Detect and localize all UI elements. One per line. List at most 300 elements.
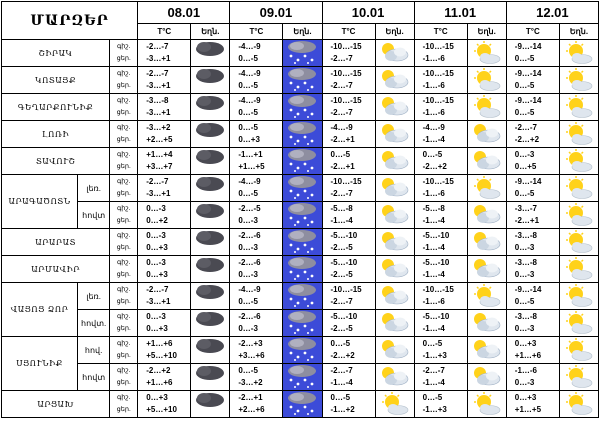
time-of-day-labels xyxy=(110,310,138,337)
night-temperature: -2…-5 xyxy=(238,204,261,213)
night-temperature: -4…-9 xyxy=(238,96,261,105)
day-temperature: 0…+3 xyxy=(238,135,260,144)
temperature-values xyxy=(414,67,467,94)
temperature-values xyxy=(506,175,559,202)
temperature-values xyxy=(138,40,191,67)
partly-cloudy-icon xyxy=(470,149,504,173)
day-temperature: +1…+6 xyxy=(146,378,173,387)
time-of-day-labels xyxy=(110,121,138,148)
temperature-values xyxy=(506,148,559,175)
sunny-icon xyxy=(470,41,504,65)
temperature-values xyxy=(322,94,375,121)
weather-cell xyxy=(375,283,414,310)
day-temperature: -3…+2 xyxy=(238,378,263,387)
temperature-values xyxy=(322,121,375,148)
region-name: ԱՐԱԳԱԾՈՏՆ xyxy=(2,175,78,229)
night-temperature: -9…-14 xyxy=(514,177,542,186)
day-temperature: +1…+6 xyxy=(514,351,542,360)
weather-cell xyxy=(191,310,230,337)
temperature-values xyxy=(322,391,375,418)
partly-cloudy-icon xyxy=(378,338,412,362)
temperature-subheader: T°C xyxy=(138,24,191,40)
weather-subheader: Եղն. xyxy=(375,24,414,40)
weather-cell xyxy=(191,67,230,94)
sunny-icon xyxy=(562,41,596,65)
night-temperature: -10…-15 xyxy=(422,96,454,105)
heavy-snow-icon xyxy=(283,283,321,309)
weather-cell xyxy=(191,283,230,310)
day-temperature: -1…-6 xyxy=(422,54,445,63)
heavy-snow-icon xyxy=(283,202,321,228)
day-temperature: -2…+2 xyxy=(514,135,540,144)
night-temperature: -2…-6 xyxy=(238,258,261,267)
snow-icon xyxy=(191,41,229,65)
sunny-icon xyxy=(562,149,596,173)
weather-cell xyxy=(559,175,598,202)
night-temperature: -10…-15 xyxy=(422,285,454,294)
weather-cell xyxy=(467,310,506,337)
subregion-label: լեռ. xyxy=(78,283,110,310)
temperature-values xyxy=(322,202,375,229)
table-row xyxy=(2,310,599,337)
day-temperature: -1…-6 xyxy=(422,297,445,306)
heavy-snow-icon xyxy=(283,148,321,174)
night-label: գիշ. xyxy=(116,124,131,131)
sunny-icon xyxy=(562,338,596,362)
night-temperature: -10…-15 xyxy=(330,69,362,78)
weather-cell xyxy=(467,175,506,202)
night-label: գիշ. xyxy=(116,259,131,266)
night-temperature: -2…-6 xyxy=(238,231,261,240)
day-temperature: -2…-5 xyxy=(330,243,353,252)
weather-cell xyxy=(559,310,598,337)
temperature-values xyxy=(506,337,559,364)
night-temperature: -5…-10 xyxy=(330,231,358,240)
night-temperature: +1…+6 xyxy=(146,339,173,348)
temperature-values xyxy=(138,67,191,94)
night-temperature: -5…-10 xyxy=(330,312,358,321)
table-row xyxy=(2,121,599,148)
temperature-values xyxy=(322,229,375,256)
day-temperature: 0…-5 xyxy=(514,189,535,198)
temperature-values xyxy=(414,364,467,391)
weather-cell xyxy=(191,337,230,364)
temperature-values xyxy=(506,310,559,337)
day-label: ցեր. xyxy=(116,298,131,305)
night-label: գիշ. xyxy=(116,286,131,293)
day-temperature: 0…-5 xyxy=(514,108,535,117)
weather-cell xyxy=(283,202,322,229)
temperature-values xyxy=(138,310,191,337)
sunny-icon xyxy=(562,257,596,281)
night-label: գիշ. xyxy=(116,43,131,50)
day-temperature: -2…-5 xyxy=(330,324,353,333)
day-label: ցեր. xyxy=(116,82,131,89)
weather-cell xyxy=(283,94,322,121)
weather-cell xyxy=(191,229,230,256)
snow-icon xyxy=(191,176,229,200)
night-temperature: -4…-9 xyxy=(422,123,445,132)
temperature-values xyxy=(414,310,467,337)
night-temperature: -5…-10 xyxy=(422,258,450,267)
temperature-values xyxy=(322,67,375,94)
day-temperature: -3…+1 xyxy=(146,81,171,90)
weather-cell xyxy=(191,148,230,175)
weather-cell xyxy=(375,94,414,121)
temperature-values xyxy=(322,40,375,67)
weather-cell xyxy=(375,67,414,94)
day-temperature: -2…-7 xyxy=(330,189,353,198)
temperature-values xyxy=(414,175,467,202)
snow-icon xyxy=(191,311,229,335)
temperature-values xyxy=(414,94,467,121)
night-temperature: -2…+2 xyxy=(146,366,171,375)
temperature-values xyxy=(414,229,467,256)
time-of-day-labels xyxy=(110,337,138,364)
day-temperature: -2…-7 xyxy=(330,297,353,306)
weather-cell xyxy=(283,67,322,94)
temperature-values xyxy=(322,283,375,310)
day-temperature: +5…+10 xyxy=(146,351,177,360)
table-row xyxy=(2,175,599,202)
temperature-values xyxy=(138,229,191,256)
night-temperature: -10…-15 xyxy=(330,285,362,294)
weather-cell xyxy=(559,229,598,256)
night-temperature: 0…-5 xyxy=(330,339,351,348)
sunny-icon xyxy=(562,68,596,92)
day-temperature: 0…-5 xyxy=(238,81,258,90)
sunny-icon xyxy=(470,176,504,200)
day-temperature: -1…+3 xyxy=(422,405,447,414)
temperature-values xyxy=(414,148,467,175)
time-of-day-labels xyxy=(110,94,138,121)
weather-cell xyxy=(559,40,598,67)
day-temperature: -2…+2 xyxy=(422,162,447,171)
day-label: ցեր. xyxy=(116,379,131,386)
temperature-values xyxy=(322,364,375,391)
weather-cell xyxy=(283,310,322,337)
weather-cell xyxy=(559,337,598,364)
table-row xyxy=(2,67,599,94)
night-temperature: 0…-3 xyxy=(146,258,166,267)
subregion-label: հով. xyxy=(78,337,110,364)
weather-cell xyxy=(467,229,506,256)
day-temperature: -3…+1 xyxy=(146,189,171,198)
temperature-values xyxy=(230,391,283,418)
weather-cell xyxy=(283,337,322,364)
night-temperature: 0…-5 xyxy=(238,366,258,375)
region-name: ԱՐԱՐԱՏ xyxy=(2,229,110,256)
subregion-label: հովտ xyxy=(78,364,110,391)
heavy-snow-icon xyxy=(283,229,321,255)
day-temperature: 0…-3 xyxy=(514,270,535,279)
weather-cell xyxy=(559,391,598,418)
sunny-icon xyxy=(562,203,596,227)
temperature-values xyxy=(506,256,559,283)
temperature-values xyxy=(414,202,467,229)
day-temperature: +2…+5 xyxy=(146,135,173,144)
day-temperature: -2…+2 xyxy=(330,351,355,360)
temperature-values xyxy=(322,337,375,364)
temperature-values xyxy=(506,229,559,256)
date-header: 11.01 xyxy=(414,2,506,24)
subregion-label: լեռ. xyxy=(78,175,110,202)
table-row xyxy=(2,283,599,310)
night-temperature: -5…-10 xyxy=(422,312,450,321)
subregion-label: հովտ. xyxy=(78,310,110,337)
day-temperature: -3…+1 xyxy=(146,108,171,117)
partly-cloudy-icon xyxy=(470,338,504,362)
day-temperature: -1…-4 xyxy=(330,216,353,225)
weather-cell xyxy=(559,121,598,148)
day-temperature: -1…-4 xyxy=(422,270,445,279)
night-temperature: -3…+2 xyxy=(146,123,171,132)
partly-cloudy-icon xyxy=(378,365,412,389)
temperature-subheader: T°C xyxy=(230,24,283,40)
night-temperature: 0…-5 xyxy=(422,393,443,402)
snow-icon xyxy=(191,365,229,389)
weather-cell xyxy=(375,175,414,202)
weather-cell xyxy=(559,283,598,310)
table-row xyxy=(2,202,599,229)
night-temperature: -4…-9 xyxy=(330,123,353,132)
night-label: գիշ. xyxy=(116,97,131,104)
day-temperature: 0…-3 xyxy=(238,216,258,225)
night-temperature: 0…-5 xyxy=(330,393,351,402)
night-temperature: 0…+3 xyxy=(514,393,537,402)
temperature-values xyxy=(506,67,559,94)
time-of-day-labels xyxy=(110,148,138,175)
region-name: ԿՈՏԱՅՔ xyxy=(2,67,110,94)
temperature-values xyxy=(506,202,559,229)
night-label: գիշ. xyxy=(116,178,131,185)
temperature-values xyxy=(230,94,283,121)
partly-cloudy-icon xyxy=(378,122,412,146)
night-temperature: +1…+4 xyxy=(146,150,173,159)
night-temperature: -2…-6 xyxy=(238,312,261,321)
night-temperature: 0…-5 xyxy=(422,150,443,159)
time-of-day-labels xyxy=(110,40,138,67)
time-of-day-labels xyxy=(110,364,138,391)
sunny-icon xyxy=(562,230,596,254)
snow-icon xyxy=(191,284,229,308)
date-header: 10.01 xyxy=(322,2,414,24)
time-of-day-labels xyxy=(110,202,138,229)
temperature-subheader: T°C xyxy=(414,24,467,40)
sunny-icon xyxy=(470,95,504,119)
day-label: ցեր. xyxy=(116,271,131,278)
temperature-subheader: T°C xyxy=(506,24,559,40)
weather-cell xyxy=(375,337,414,364)
partly-cloudy-icon xyxy=(378,176,412,200)
sunny-icon xyxy=(562,122,596,146)
snow-icon xyxy=(191,95,229,119)
heavy-snow-icon xyxy=(283,310,321,336)
weather-cell xyxy=(375,40,414,67)
weather-cell xyxy=(375,310,414,337)
heavy-snow-icon xyxy=(283,337,321,363)
night-temperature: 0…+3 xyxy=(146,393,168,402)
day-label: ցեր. xyxy=(116,109,131,116)
weather-cell xyxy=(191,94,230,121)
weather-cell xyxy=(375,364,414,391)
weather-cell xyxy=(375,202,414,229)
weather-cell xyxy=(467,364,506,391)
day-temperature: -1…+3 xyxy=(422,351,447,360)
weather-cell xyxy=(375,148,414,175)
weather-cell xyxy=(191,175,230,202)
temperature-values xyxy=(230,175,283,202)
day-temperature: -3…+1 xyxy=(146,297,171,306)
temperature-values xyxy=(138,148,191,175)
temperature-values xyxy=(414,337,467,364)
day-temperature: +2…+6 xyxy=(238,405,265,414)
night-temperature: -10…-15 xyxy=(330,96,362,105)
time-of-day-labels xyxy=(110,256,138,283)
night-temperature: -3…-7 xyxy=(514,204,538,213)
weather-cell xyxy=(467,256,506,283)
night-temperature: -10…-15 xyxy=(422,177,454,186)
time-of-day-labels xyxy=(110,229,138,256)
heavy-snow-icon xyxy=(283,364,321,390)
subregion-label: հովտ xyxy=(78,202,110,229)
heavy-snow-icon xyxy=(283,121,321,147)
sunny-icon xyxy=(562,95,596,119)
snow-icon xyxy=(191,338,229,362)
weather-cell xyxy=(467,202,506,229)
day-temperature: -1…-4 xyxy=(422,324,445,333)
night-temperature: 0…-5 xyxy=(422,339,443,348)
weather-cell xyxy=(191,364,230,391)
weather-cell xyxy=(467,337,506,364)
night-temperature: -10…-15 xyxy=(330,177,362,186)
night-temperature: -5…-10 xyxy=(330,258,358,267)
day-label: ցեր. xyxy=(116,217,131,224)
region-name: ՏԱՎՈՒՇ xyxy=(2,148,110,175)
weather-cell xyxy=(467,94,506,121)
sunny-icon xyxy=(562,365,596,389)
day-temperature: 0…-3 xyxy=(238,270,258,279)
weather-cell xyxy=(283,283,322,310)
partly-cloudy-icon xyxy=(470,257,504,281)
heavy-snow-icon xyxy=(283,391,321,417)
night-temperature: 0…-3 xyxy=(146,231,166,240)
weather-cell xyxy=(375,391,414,418)
region-name: ՍՅՈՒՆԻՔ xyxy=(2,337,78,391)
day-temperature: -1…-6 xyxy=(422,189,445,198)
snow-icon xyxy=(191,257,229,281)
temperature-values xyxy=(322,148,375,175)
day-temperature: 0…-3 xyxy=(514,378,535,387)
night-temperature: -2…+1 xyxy=(238,393,263,402)
temperature-values xyxy=(230,202,283,229)
day-temperature: -1…-6 xyxy=(422,81,445,90)
night-temperature: -1…+1 xyxy=(238,150,263,159)
date-header: 12.01 xyxy=(506,2,598,24)
night-temperature: -3…-8 xyxy=(146,96,169,105)
partly-cloudy-icon xyxy=(470,122,504,146)
night-temperature: -10…-15 xyxy=(422,42,454,51)
day-temperature: 0…-3 xyxy=(238,324,258,333)
temperature-values xyxy=(138,337,191,364)
table-row xyxy=(2,229,599,256)
night-temperature: -5…-10 xyxy=(422,231,450,240)
weather-cell xyxy=(467,67,506,94)
time-of-day-labels xyxy=(110,283,138,310)
night-temperature: 0…-5 xyxy=(330,150,351,159)
night-temperature: -3…-8 xyxy=(514,312,538,321)
night-temperature: -2…-7 xyxy=(146,69,169,78)
day-temperature: +3…+6 xyxy=(238,351,265,360)
partly-cloudy-icon xyxy=(470,203,504,227)
weather-cell xyxy=(191,121,230,148)
day-temperature: 0…-3 xyxy=(238,243,258,252)
night-temperature: -2…-7 xyxy=(514,123,538,132)
weather-cell xyxy=(467,40,506,67)
temperature-values xyxy=(230,364,283,391)
temperature-values xyxy=(322,175,375,202)
night-temperature: -10…-15 xyxy=(330,42,362,51)
night-temperature: -4…-9 xyxy=(238,69,261,78)
day-label: ցեր. xyxy=(116,325,131,332)
region-name: ԼՈՌԻ xyxy=(2,121,110,148)
sunny-icon xyxy=(470,284,504,308)
day-temperature: -1…-4 xyxy=(422,243,445,252)
temperature-values xyxy=(414,40,467,67)
weather-cell xyxy=(559,67,598,94)
temperature-values xyxy=(506,364,559,391)
forecast-table xyxy=(1,1,599,418)
snow-icon xyxy=(191,230,229,254)
day-temperature: +5…+10 xyxy=(146,405,177,414)
night-temperature: -4…-9 xyxy=(238,177,261,186)
day-temperature: -2…+1 xyxy=(330,135,355,144)
partly-cloudy-icon xyxy=(470,365,504,389)
temperature-values xyxy=(230,310,283,337)
night-temperature: -1…-6 xyxy=(514,366,538,375)
night-temperature: -2…-7 xyxy=(146,42,169,51)
day-temperature: 0…-5 xyxy=(514,54,535,63)
table-row xyxy=(2,94,599,121)
weather-cell xyxy=(467,148,506,175)
weather-cell xyxy=(559,364,598,391)
region-name: ՇԻՐԱԿ xyxy=(2,40,110,67)
table-row xyxy=(2,40,599,67)
night-temperature: -3…-8 xyxy=(514,258,538,267)
day-temperature: 0…-5 xyxy=(238,297,258,306)
time-of-day-labels xyxy=(110,391,138,418)
temperature-values xyxy=(138,121,191,148)
snow-icon xyxy=(191,149,229,173)
sunny-icon xyxy=(562,284,596,308)
night-temperature: -10…-15 xyxy=(422,69,454,78)
weather-cell xyxy=(559,148,598,175)
night-temperature: 0…-3 xyxy=(146,204,166,213)
temperature-values xyxy=(414,256,467,283)
weather-cell xyxy=(191,40,230,67)
night-temperature: -9…-14 xyxy=(514,285,542,294)
partly-cloudy-icon xyxy=(378,284,412,308)
night-temperature: 0…+3 xyxy=(514,339,537,348)
sunny-icon xyxy=(378,392,412,416)
day-temperature: 0…+5 xyxy=(514,162,537,171)
partly-cloudy-icon xyxy=(378,149,412,173)
night-label: գիշ. xyxy=(116,340,131,347)
weather-cell xyxy=(283,229,322,256)
temperature-values xyxy=(414,283,467,310)
day-temperature: 0…-5 xyxy=(514,81,535,90)
region-name: ԳԵՂԱՐՔՈՒՆԻՔ xyxy=(2,94,110,121)
